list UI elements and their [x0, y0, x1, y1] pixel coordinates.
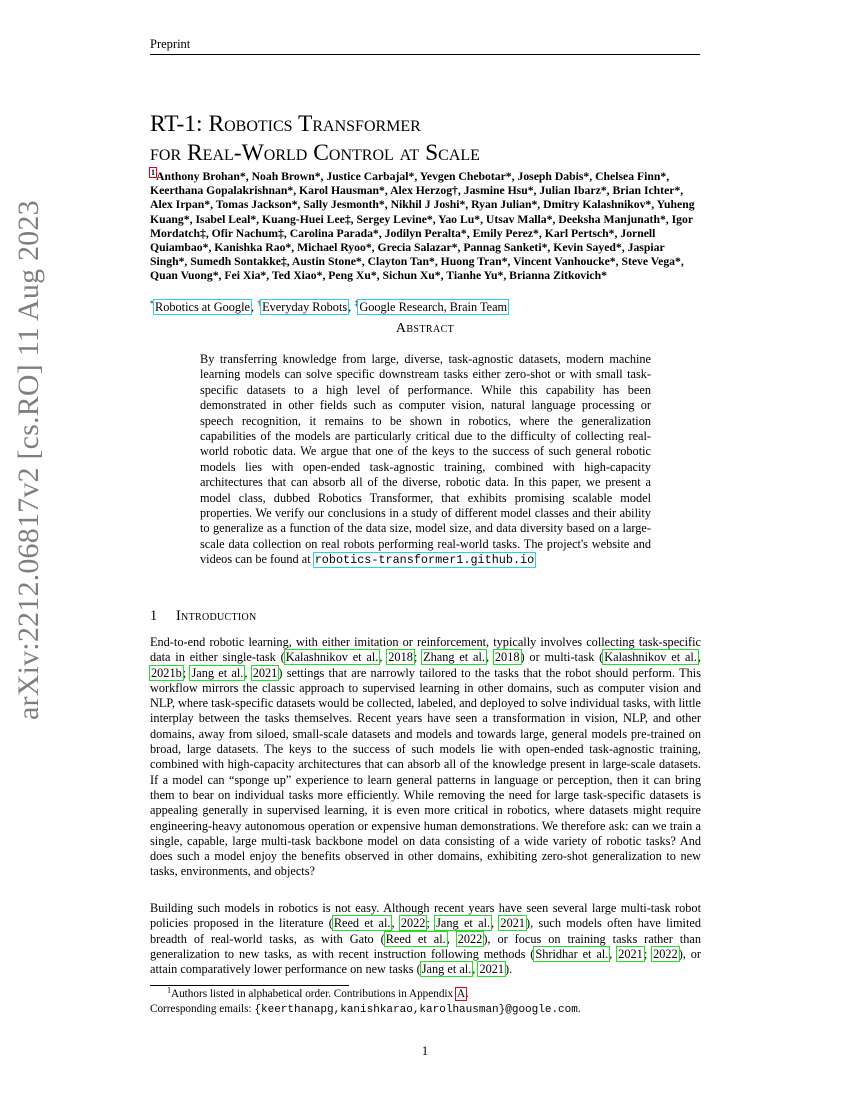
footnote-rule	[150, 985, 349, 986]
citation-link[interactable]: Reed et al.	[385, 931, 446, 946]
section-heading-introduction	[150, 608, 700, 625]
affiliation-link-everyday-robots[interactable]: Everyday Robots	[262, 300, 348, 314]
citation-link[interactable]: Kalashnikov et al.	[604, 650, 697, 665]
text-run: Building such models in robotics is not easy. Although recent years have seen several large multi-task robot policies proposed in the literature (	[150, 901, 701, 931]
paper-title	[150, 110, 710, 168]
citation-link[interactable]: 2021	[618, 946, 643, 961]
email-addresses: {keerthanapg,kanishkarao,karolhausman}@google.com	[254, 1004, 578, 1016]
citation-link[interactable]: 2021	[500, 916, 526, 931]
authors-text: Anthony Brohan*, Noah Brown*, Justice Carbajal*, Yevgen Chebotar*, Joseph Dabis*, Chelsea Finn*, Keerthana Gopalakrishnan*, Karol Hausman*, Alex Herzog†, Jasmine Hsu*, Julian Ibarz*, Brian Ichter*, Alex Irpan*, Tomas Jackson*, Sally Jesmonth*, Nikhil J Joshi*, Ryan Julian*, Dmitry Kalashnikov*, Yuheng Kuang*, Isabel Leal*, Kuang-Huei Lee‡, Sergey Levine*, Yao Lu*, Utsav Malla*, Deeksha Manjunath*, Igor Mordatch‡, Ofir Nachum‡, Carolina Parada*, Jodilyn Peralta*, Emily Perez*, Karl Pertsch*, Jornell Quiambao*, Kanishka Rao*, Michael Ryoo*, Grecia Salazar*, Pannag Sanketi*, Kevin Sayed*, Jaspiar Singh*, Sumedh Sontakke‡, Austin Stone*, Clayton Tan*, Huong Tran*, Vincent Vanhoucke*, Steve Vega*, Quan Vuong*, Fei Xia*, Ted Xiao*, Peng Xu*, Sichun Xu*, Tianhe Yu*, Brianna Zitkovich*	[150, 170, 695, 283]
footnote-end: .	[466, 988, 469, 1000]
author-list	[150, 170, 702, 284]
running-header: Preprint	[150, 37, 700, 55]
citation-link[interactable]: 2022	[653, 946, 678, 961]
citation-link[interactable]: 2022	[400, 916, 426, 931]
footnote-mark: 1	[167, 985, 171, 995]
text-run: ;	[182, 665, 191, 680]
citation-link[interactable]: 2021b	[151, 665, 182, 680]
citation-link[interactable]: 2021	[252, 665, 278, 680]
text-run: ).	[505, 962, 513, 977]
project-website-link[interactable]: robotics-transformer1.github.io	[314, 553, 535, 568]
footnote-text: Authors listed in alphabetical order. Contributions in Appendix	[171, 988, 456, 1000]
citation-link[interactable]: Kalashnikov et al.	[285, 650, 379, 665]
text-run: ), such models often have limited breadth of real-world tasks, as with Gato (	[150, 916, 701, 946]
citation-link[interactable]: Jang et al.	[421, 962, 472, 977]
citation-link[interactable]: Reed et al.	[333, 916, 391, 931]
intro-paragraph-2: Building such models in robotics is not easy. Although recent years have seen several large multi-task robot policies proposed in the literature (Reed et al., 2022; Jang et al., 2021), such models often have limited breadth of real-world tasks, as with Gato (Reed et al., 2022), or focus on training tasks rather than generalization to new tasks, as with recent instruction following methods (Shridhar et al., 2021; 2022), or attain comparatively lower performance on new tasks (Jang et al., 2021).	[150, 901, 701, 977]
author-footnote-link[interactable]: 1	[151, 168, 155, 178]
citation-link[interactable]: Shridhar et al.	[535, 946, 609, 961]
citation-link[interactable]: 2018	[388, 650, 413, 665]
footnote-emails	[150, 1003, 710, 1017]
text-run: ;	[643, 946, 653, 961]
title-line-2: for Real-World Control at Scale	[150, 140, 480, 166]
abstract-heading: Abstract	[395, 321, 455, 336]
page-number: 1	[421, 1044, 429, 1058]
footnote-authors	[167, 985, 727, 1001]
text-run: End-to-end robotic learning, with either imitation or reinforcement, typically involves collecting task-specific data in either single-task (	[150, 635, 701, 665]
text-run: ) settings that are narrowly tailored to the tasks that the robot should perform. This workflow mirrors the classic approach to supervised learning in other domains, such as computer vision and NLP, where task-specific datasets would be collected, labeled, and deployed to solve individual tasks, with little interplay between the tasks themselves. Recent years have seen a transformation in vision, NLP, and other domains, away from siloed, small-scale datasets and models and towards large, general models pre-trained on broad, large datasets. The keys to the success of such models lie with open-ended task-agnostic training, combined with high-capacity architectures that can absorb all of the knowledge present in large-scale datasets. If a model can “sponge up” experience to learn general patterns in language or perception, then it can bring them to bear on individual tasks more efficiently. While removing the need for large task-specific datasets is appealing generally in supervised learning, it is even more critical in robotics, where datasets might require engineering-heavy autonomous operation or expensive human demonstrations. We therefore ask: can we train a single, capable, large multi-task backbone model on data consisting of a wide variety of robotic tasks? And does such a model enjoy the benefits observed in other domains, exhibiting zero-shot generalization to new tasks, environments, and objects?	[150, 665, 701, 879]
emails-label: Corresponding emails:	[150, 1003, 255, 1015]
appendix-link[interactable]: A	[456, 988, 466, 1000]
citation-link[interactable]: Zhang et al.	[423, 650, 485, 665]
title-line-1: RT-1: Robotics Transformer	[150, 111, 421, 137]
abstract-body	[200, 352, 651, 569]
text-run: ;	[426, 916, 436, 931]
text-run: ;	[413, 650, 423, 665]
affiliation-link-brain-team[interactable]: Google Research, Brain Team	[359, 300, 508, 314]
affiliation-link-robotics-at-google[interactable]: Robotics at Google	[155, 300, 250, 314]
section-title: Introduction	[176, 608, 257, 624]
citation-link[interactable]: 2021	[479, 962, 505, 977]
citation-link[interactable]: Jang et al.	[191, 665, 244, 680]
affil-mark-b: †	[257, 298, 262, 308]
citation-link[interactable]: Jang et al.	[436, 916, 491, 931]
abstract-text: By transferring knowledge from large, diverse, task-agnostic datasets, modern machine learning models can solve specific downstream tasks either zero-shot or with small task-specific datasets to a high level of performance. While this capability has been demonstrated in other fields such as computer vision, natural language processing or speech recognition, it remains to be shown in robotics, where the generalization capabilities of the models are particularly critical due to the difficulty of collecting real-world robotic data. We argue that one of the keys to the success of such general robotic models lies with open-ended task-agnostic training, combined with high-capacity architectures that can absorb all of the diverse, robotic data. In this paper, we present a model class, dubbed Robotics Transformer, that exhibits promising scalable model properties. We verify our conclusions in a study of different model classes and their ability to generalize as a function of the data size, model size, and data diversity based on a large-scale data collection on real robots performing real-world tasks. The project's website and videos can be found at	[200, 352, 651, 567]
emails-end: .	[577, 1003, 581, 1015]
citation-link[interactable]: 2022	[457, 931, 483, 946]
text-run: ), or focus on training tasks rather than generalization to new tasks, as with recent instruction following methods (	[150, 931, 701, 961]
affiliations: *Robotics at Google, †Everyday Robots, ‡Google Research, Brain Team	[150, 298, 508, 314]
affil-mark-a: *	[150, 298, 154, 308]
arxiv-stamp: arXiv:2212.06817v2 [cs.RO] 11 Aug 2023	[12, 200, 45, 720]
text-run: ), or attain comparatively lower performance on new tasks (	[150, 946, 701, 977]
text-run: ) or multi-task (	[520, 650, 604, 665]
intro-paragraph-1: End-to-end robotic learning, with either imitation or reinforcement, typically involves collecting task-specific data in either single-task (Kalashnikov et al., 2018; Zhang et al., 2018) or multi-task (Kalashnikov et al., 2021b; Jang et al., 2021) settings that are narrowly tailored to the tasks that the robot should perform. This workflow mirrors the classic approach to supervised learning in other domains, such as computer vision and NLP, where task-specific datasets would be collected, labeled, and deployed to solve individual tasks, with little interplay between the tasks themselves. Recent years have seen a transformation in vision, NLP, and other domains, away from siloed, small-scale datasets and models and towards large, general models pre-trained on broad, large datasets. The keys to the success of such models lie with open-ended task-agnostic training, combined with high-capacity architectures that can absorb all of the knowledge present in large-scale datasets. If a model can “sponge up” experience to learn general patterns in language or perception, then it can bring them to bear on individual tasks more efficiently. While removing the need for large task-specific datasets is appealing generally in supervised learning, it is even more critical in robotics, where datasets might require engineering-heavy autonomous operation or expensive human demonstrations. We therefore ask: can we train a single, capable, large multi-task backbone model on data consisting of a wide variety of robotic tasks? And does such a model enjoy the benefits observed in other domains, exhibiting zero-shot generalization to new tasks, environments, and objects?	[150, 635, 701, 879]
affil-mark-c: ‡	[354, 298, 359, 308]
section-number: 1	[150, 608, 158, 624]
citation-link[interactable]: 2018	[494, 650, 520, 665]
